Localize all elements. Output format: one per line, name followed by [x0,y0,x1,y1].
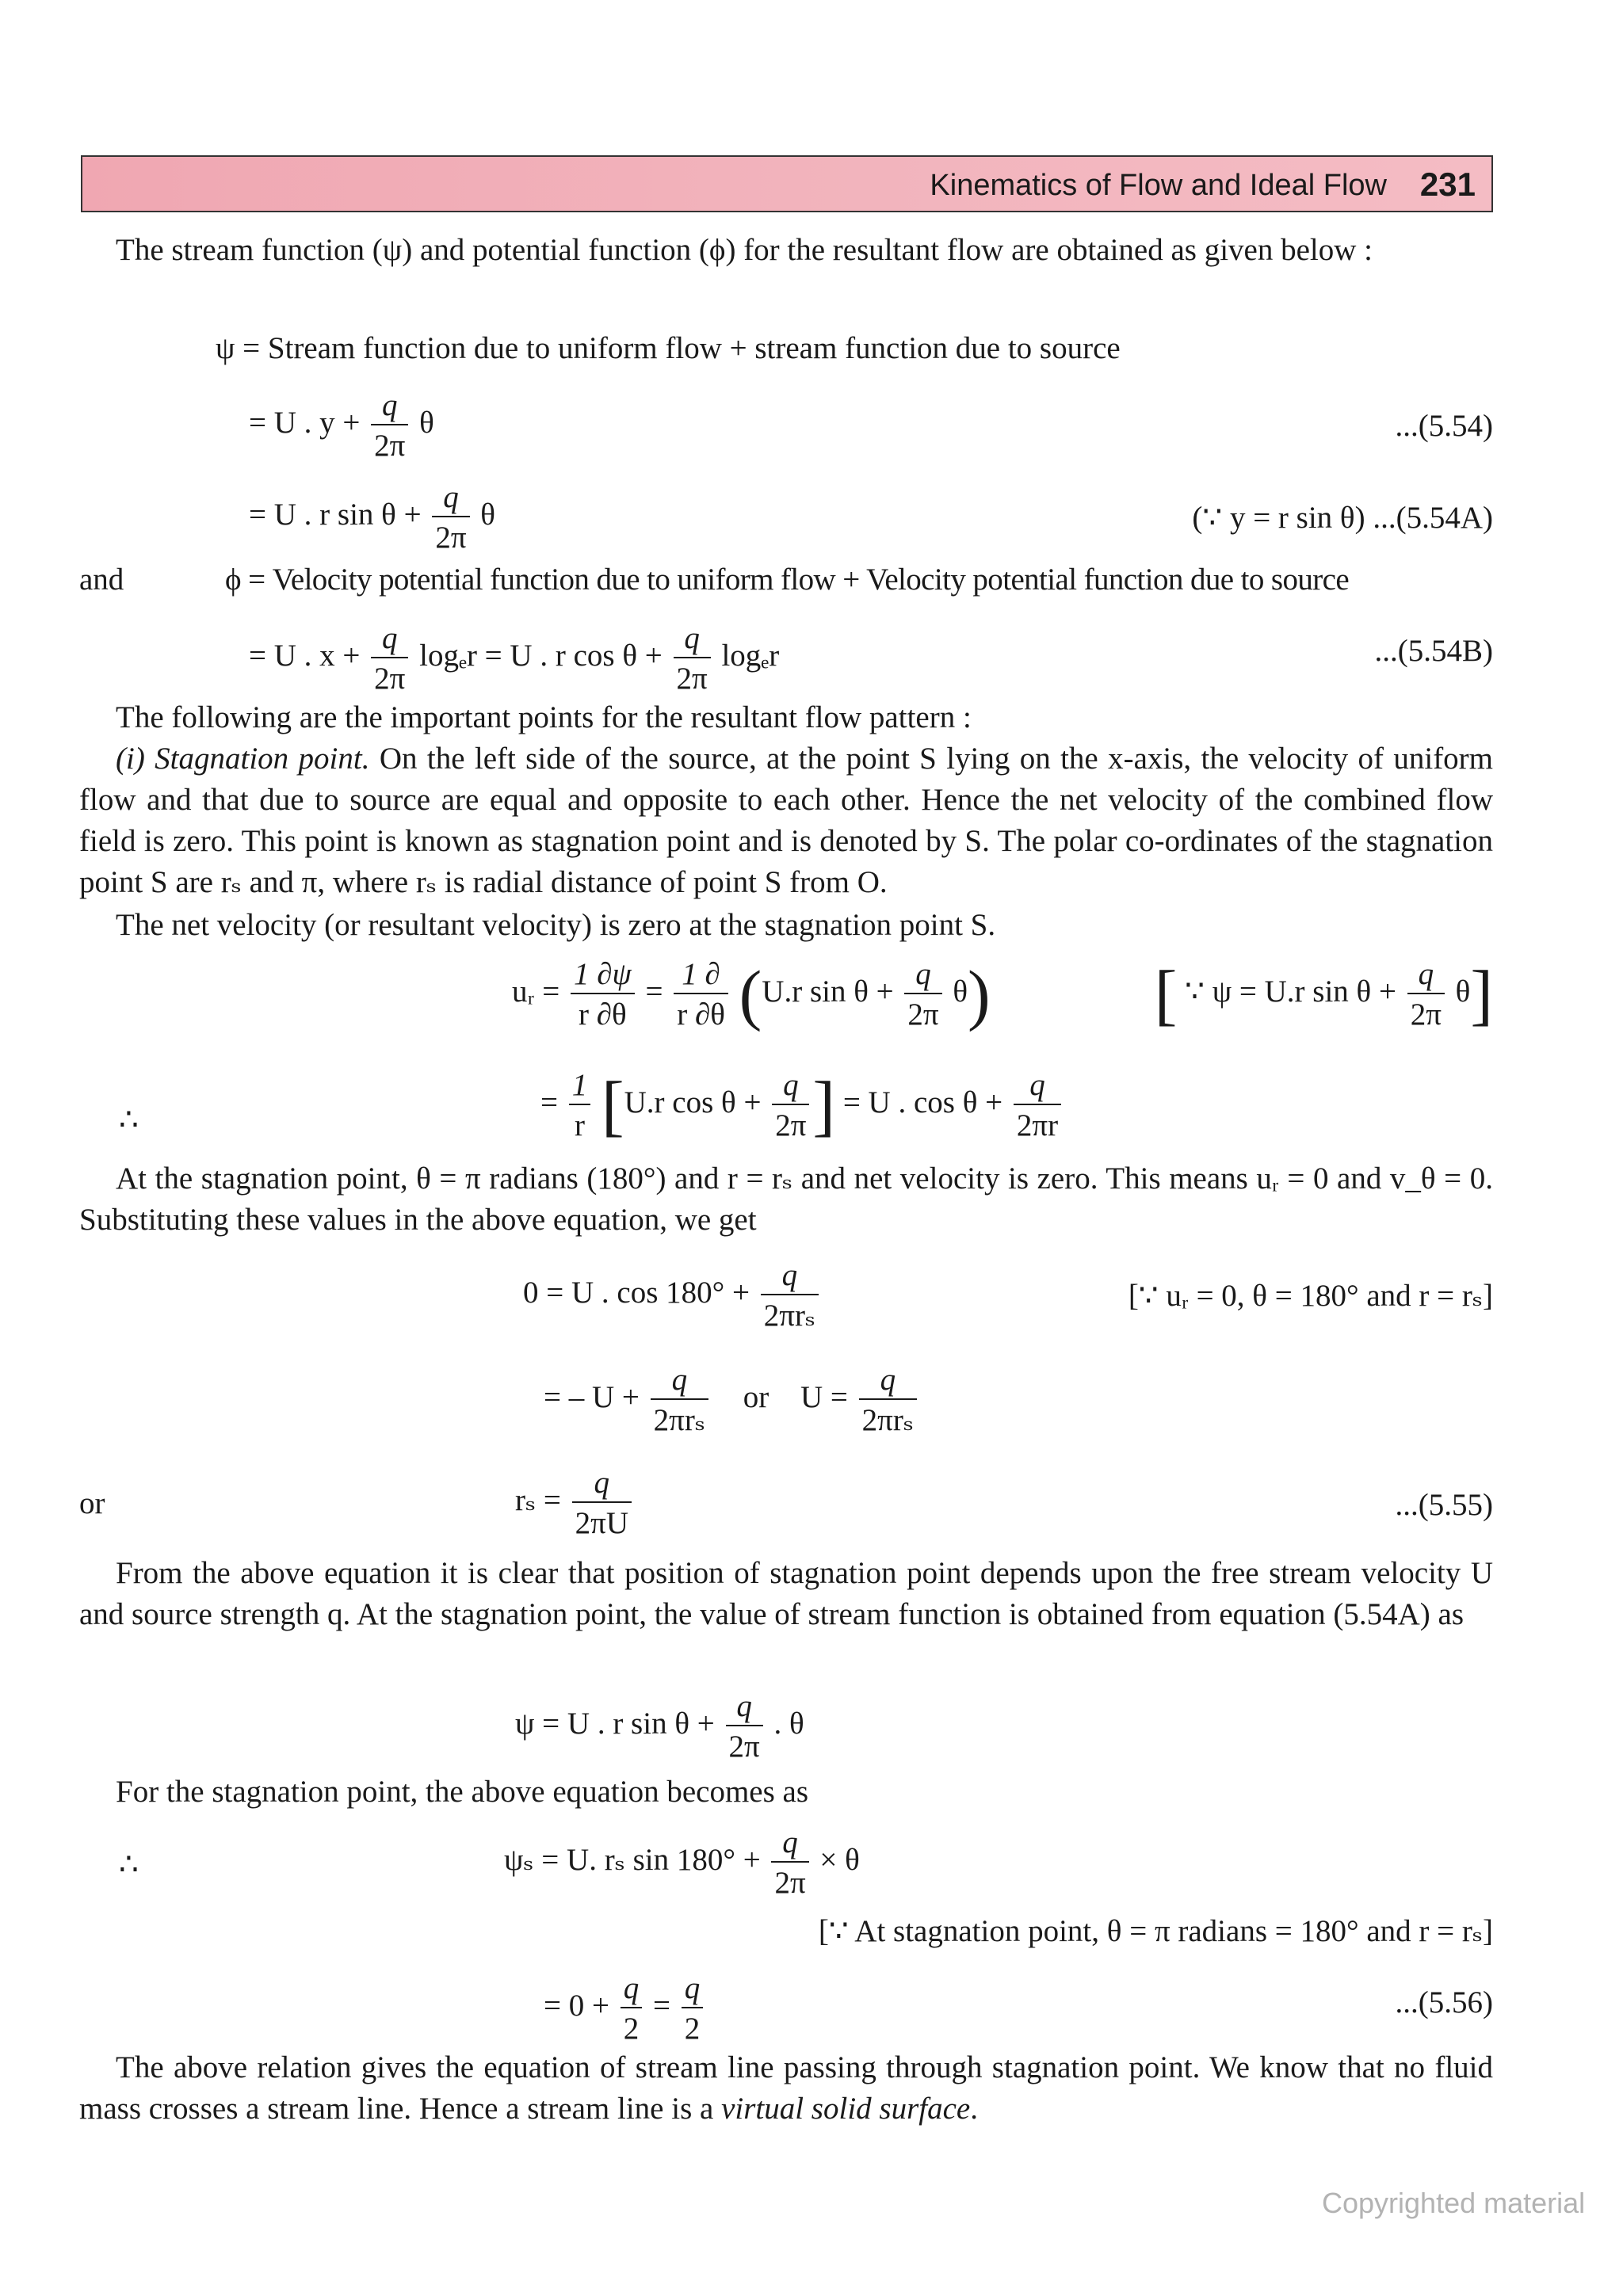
eq-rest: = U . cos θ + [842,1085,1003,1119]
fraction-denominator: 2π [374,662,406,696]
fraction-denominator: 2π [435,521,467,555]
fraction-numerator: q [1407,959,1445,994]
conclusion-emphasis: virtual solid surface [721,2092,971,2126]
points-intro: The following are the important points for the resultant flow pattern : [116,700,972,734]
fraction [674,959,728,1030]
fraction-denominator: r ∂θ [677,997,725,1032]
fraction [1407,959,1445,1030]
fraction-numerator: q [371,390,408,425]
fraction [571,959,635,1030]
equation-number: ...(5.54) [1395,409,1493,443]
fraction [682,1973,704,2044]
fraction-numerator: q [772,1070,809,1105]
equation-number: ...(5.54A) [1373,501,1493,535]
ur-equation [512,956,991,1032]
conclusion-period: . [970,2092,978,2126]
or-word: or [743,1379,769,1414]
equation-note: (∵ y = r sin θ) [1192,501,1365,535]
eq-lhs: = – U + [544,1379,640,1414]
fraction-denominator: 2 [623,2012,640,2046]
intro-paragraph: The stream function (ψ) and potential function (ϕ) for the resultant flow are obtained as given below : [116,233,1373,267]
therefore-symbol: ∴ [119,1848,139,1882]
fraction-numerator: q [904,959,941,994]
equation-5-54B [249,623,779,694]
fraction-numerator: q [371,623,408,658]
fraction [371,390,408,461]
net-velocity-text: The net velocity (or resultant velocity) is zero at the stagnation point S. [116,908,996,942]
fraction-denominator: 2π [775,1108,807,1142]
copyright-watermark: Copyrighted material [1322,2187,1586,2219]
fraction [859,1364,917,1436]
fraction-numerator: q [682,1973,704,2008]
equation-number-5-54A [1192,498,1493,539]
therefore-symbol: ∴ [119,1103,139,1137]
stagnation-condition: At the stagnation point, θ = π radians (180°) and r = rₛ and net velocity is zero. This means uᵣ = 0 and v_θ = 0. Substituting these values in the above equation, we get [79,1161,1493,1237]
fraction-numerator: 1 ∂ [674,959,728,994]
close-bracket: ] [812,1067,836,1143]
bracket-body: U.r cos θ + [624,1085,762,1119]
fraction-denominator: 2πrₛ [653,1403,705,1437]
fraction [651,1364,708,1436]
psi-definition: ψ = Stream function due to uniform flow + stream function due to source [216,331,1121,365]
fraction-denominator: 2π [728,1730,760,1764]
eq-tail: × θ [819,1842,860,1877]
equation-number: ...(5.56) [1395,1985,1493,2019]
fraction [771,1827,808,1898]
psi-s-equation [504,1827,860,1898]
eq-tail: θ [480,497,495,532]
paren-body: U.r sin θ + [762,974,894,1009]
eq-tail: θ [419,405,434,440]
open-paren: ( [739,956,762,1032]
fraction-numerator: q [859,1364,917,1400]
eq-lhs: = U . y + [249,405,361,440]
equation-5-54A [249,482,495,553]
eq-mid: = [653,1988,670,2023]
eq-lhs: ψₛ = U. rₛ sin 180° + [504,1842,761,1877]
equation-5-55 [515,1467,635,1539]
zero-equation [523,1260,822,1331]
note-lead: ∵ ψ = U.r sin θ + [1185,974,1396,1009]
fraction-numerator: 1 [569,1070,591,1105]
fraction-numerator: q [674,623,711,658]
eq-lhs: uᵣ = [512,974,560,1009]
open-bracket: [ [1154,956,1178,1032]
psi-equation [515,1691,804,1762]
close-paren: ) [968,956,991,1032]
fraction [726,1691,763,1762]
fraction-denominator: 2π [774,1866,806,1900]
fraction [569,1070,591,1141]
fraction-numerator: q [651,1364,708,1400]
paren-tail: θ [953,974,968,1009]
fraction-denominator: 2 [684,2012,701,2046]
and-label: and [79,563,124,597]
fraction-denominator: 2π [907,997,939,1032]
fraction [1014,1070,1061,1141]
fraction [772,1070,809,1141]
fraction-numerator: q [432,482,469,517]
fraction [432,482,469,553]
equation-5-56 [544,1973,706,2044]
fraction-denominator: r [575,1108,585,1142]
fraction-numerator: q [572,1467,632,1503]
position-paragraph: From the above equation it is clear that position of stagnation point depends upon the free stream velocity U and source strength q. At the stagnation point, the value of stream function is obtained from equation (5.54A) as [79,1556,1493,1631]
eq-lhs: ψ = U . r sin θ + [515,1706,715,1741]
stagnation-heading: (i) Stagnation point. [116,742,370,776]
zero-equation-note: [∵ uᵣ = 0, θ = 180° and r = rₛ] [1128,1279,1493,1313]
fraction [761,1260,819,1331]
eq-lhs: = 0 + [544,1988,609,2023]
for-stagnation-text: For the stagnation point, the above equation becomes as [116,1775,809,1809]
fraction-numerator: 1 ∂ψ [571,959,635,994]
fraction-denominator: 2πU [575,1506,628,1540]
negative-equation [544,1364,920,1436]
fraction [371,623,408,694]
eq-tail: . θ [773,1706,804,1741]
eq-lhs: = U . r sin θ + [249,497,422,532]
open-bracket: [ [601,1067,624,1143]
fraction-numerator: q [621,1973,643,2008]
fraction [904,959,941,1030]
fraction [674,623,711,694]
eq-lhs: = U . x + [249,638,361,673]
ur-equation-2 [540,1067,1064,1143]
fraction-denominator: 2π [676,662,708,696]
fraction [572,1467,632,1539]
fraction-denominator: 2πrₛ [763,1299,816,1333]
fraction-denominator: 2π [374,429,406,463]
fraction-denominator: 2πr [1016,1108,1059,1142]
page-number: 231 [1419,166,1476,203]
conclusion-paragraph [79,2047,1493,2130]
fraction-denominator: r ∂θ [578,997,627,1032]
fraction-numerator: q [726,1691,763,1726]
equation-number: ...(5.55) [1395,1488,1493,1522]
stagnation-text: On the left side of the source, at the point S lying on the x-axis, the velocity of uniform flow and that due to source are equal and opposite to each other. Hence the net velocity of the combined flow field is zero. This point is known as stagnation point and is denoted by S. The polar co-ordinates of the stagnation point S are rₛ and π, where rₛ is radial distance of point S from O. [79,742,1493,899]
conclusion-text: The above relation gives the equation of stream line passing through stagnation point. We know that no fluid mass crosses a stream line. Hence a stream line is a [79,2050,1493,2126]
phi-definition: ϕ = Velocity potential function due to uniform flow + Velocity potential function due to source [225,563,1350,597]
fraction-numerator: q [1014,1070,1061,1105]
fraction-denominator: 2πrₛ [861,1403,914,1437]
eq-lhs: 0 = U . cos 180° + [523,1275,750,1310]
or-label: or [79,1486,105,1520]
chapter-title: Kinematics of Flow and Ideal Flow [930,169,1387,202]
eq-lead: = [540,1085,558,1119]
fraction-numerator: q [761,1260,819,1295]
eq-mid: logₑr = U . r cos θ + [419,638,663,673]
close-bracket: ] [1470,956,1493,1032]
eq-tail: logₑr [721,638,780,673]
eq-lhs: rₛ = [515,1482,561,1517]
equation-5-54 [249,390,434,461]
equation-number: ...(5.54B) [1374,634,1493,668]
fraction-numerator: q [771,1827,808,1863]
fraction-denominator: 2π [1410,997,1442,1032]
eq-rhs: U = [800,1379,848,1414]
stagnation-note: [∵ At stagnation point, θ = π radians = 180° and r = rₛ] [818,1914,1493,1948]
eq-equals: = [645,974,663,1009]
running-header [81,155,1493,212]
note-tail: θ [1455,974,1471,1009]
fraction [621,1973,643,2044]
ur-note [1154,956,1493,1032]
stagnation-paragraph [79,738,1493,903]
